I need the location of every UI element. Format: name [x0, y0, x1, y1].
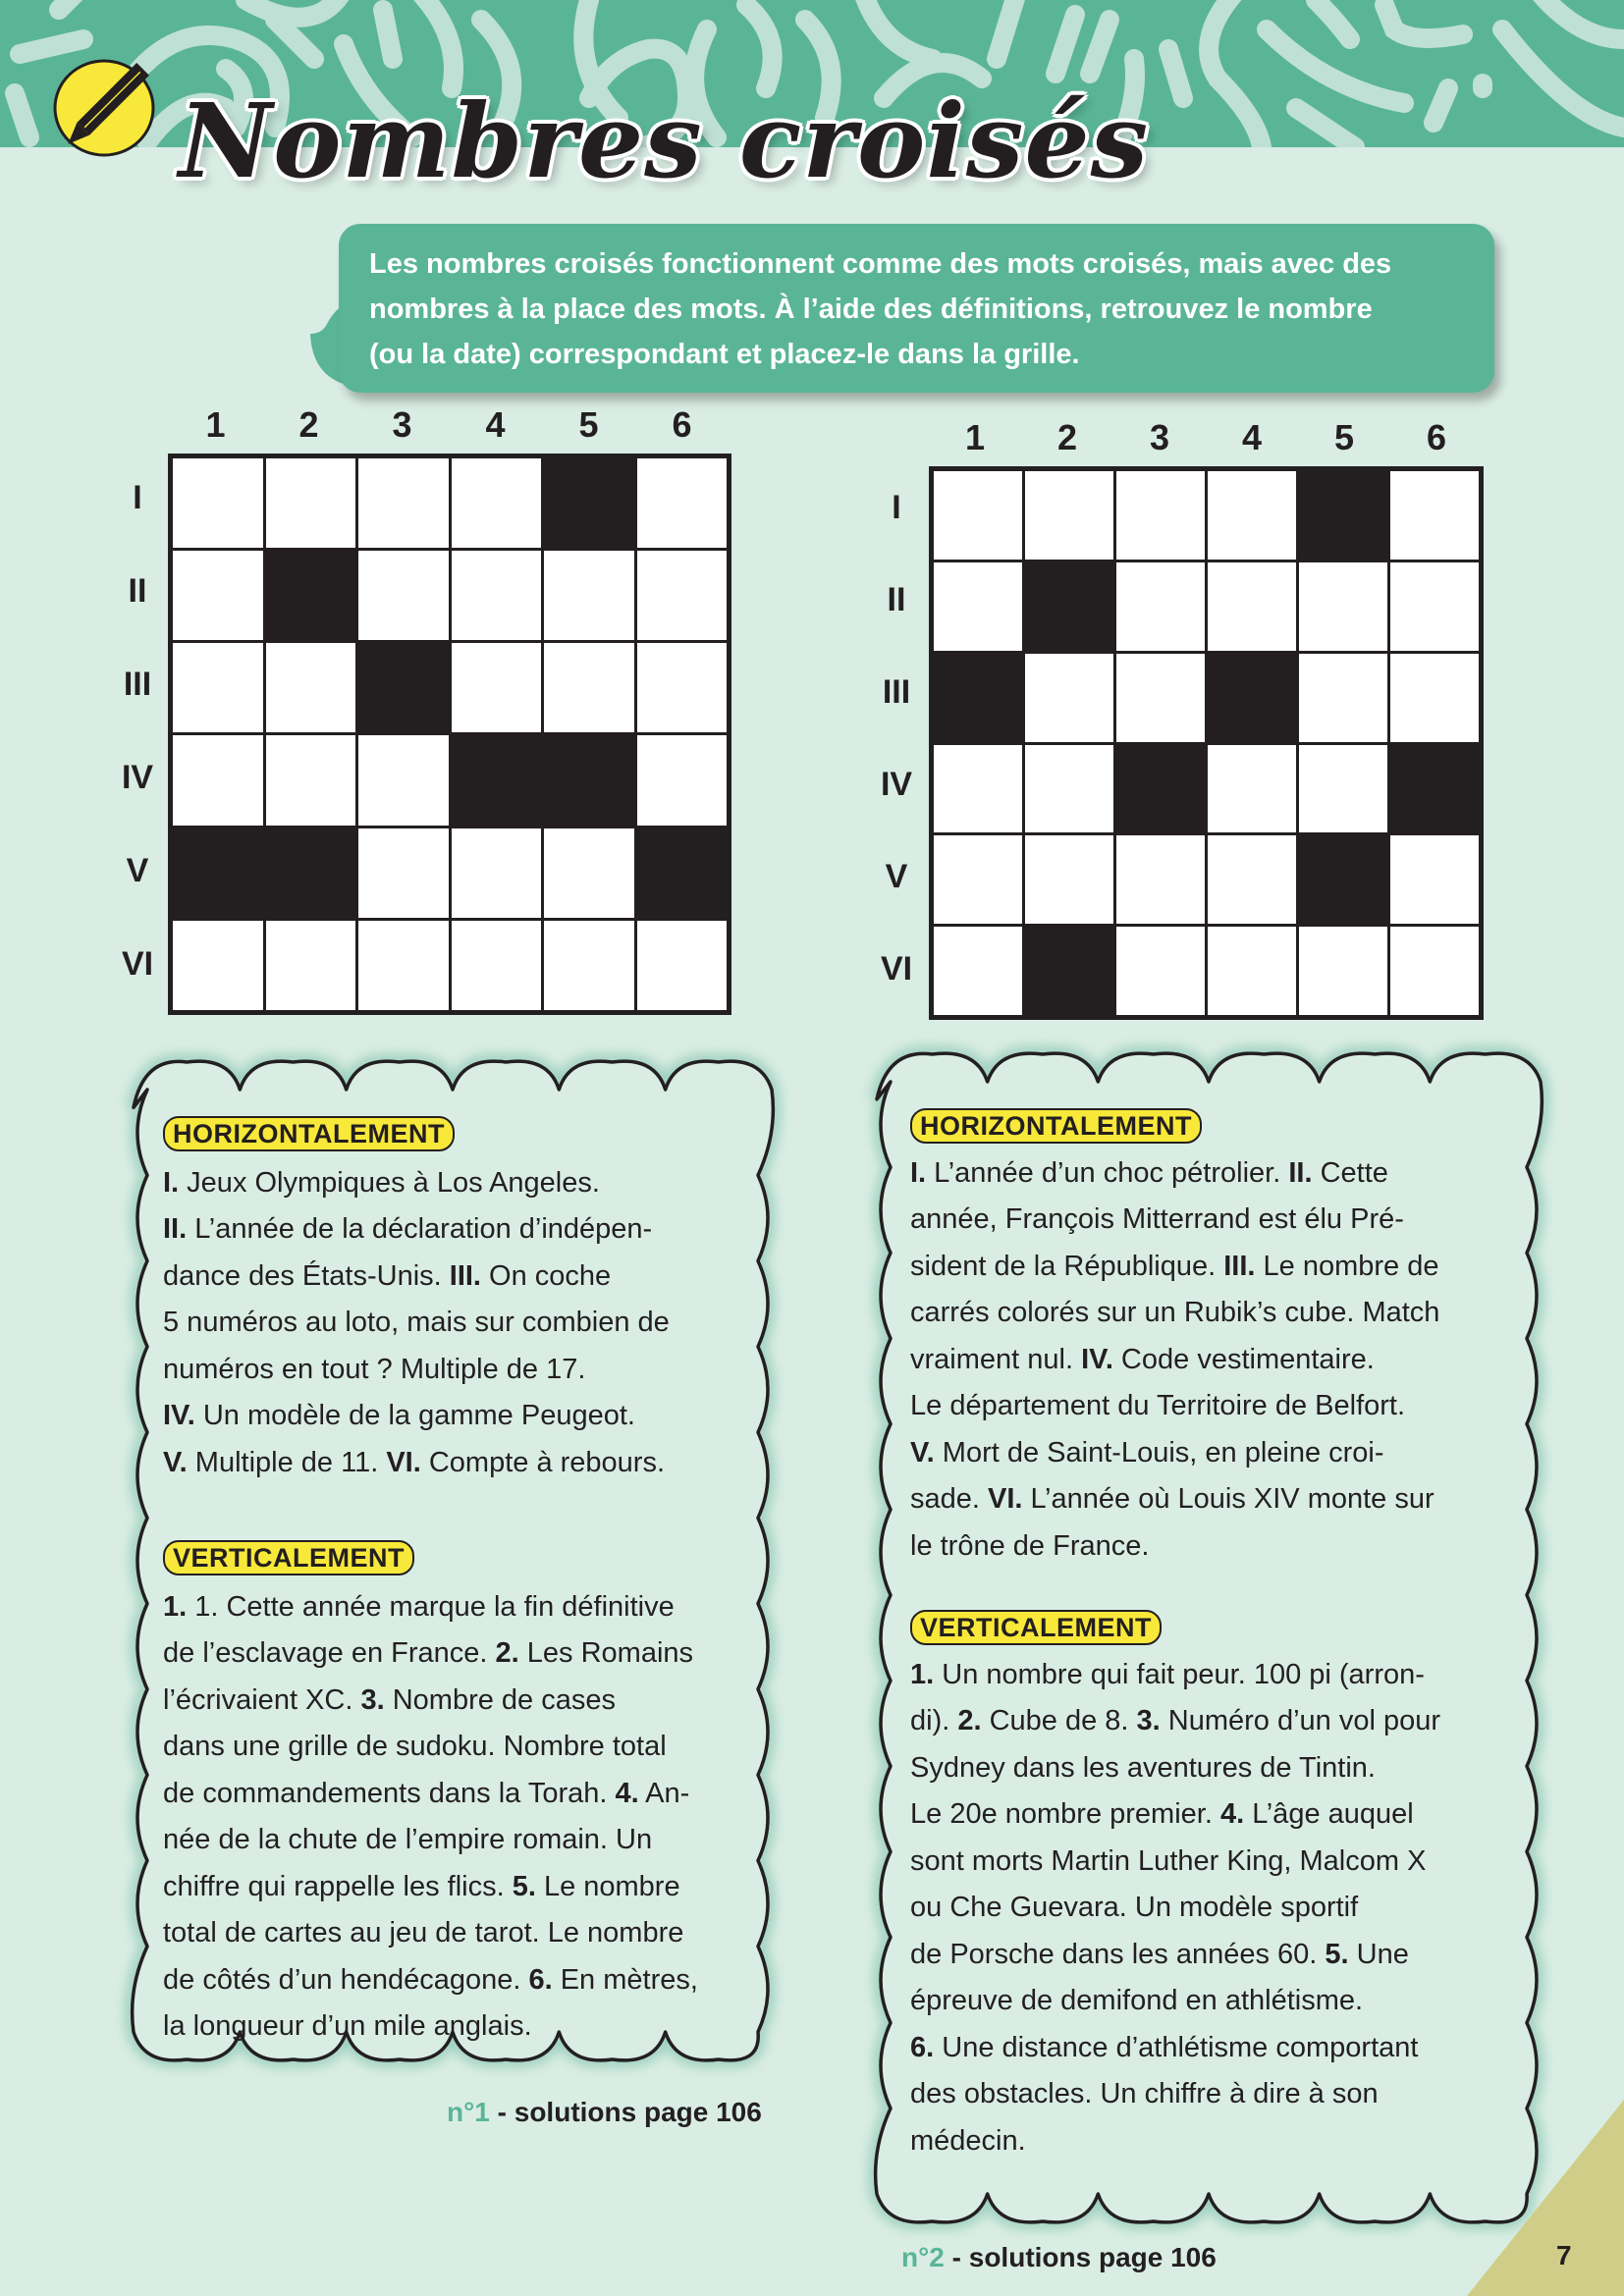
clue-text: 1. Cette année marque la fin définitive	[187, 1590, 675, 1623]
grid-cell[interactable]	[266, 735, 356, 825]
clue-number: 3.	[1136, 1705, 1161, 1736]
grid-cell[interactable]	[1390, 654, 1479, 742]
clue-line	[163, 1771, 772, 1818]
clue-number: 1.	[163, 1590, 188, 1623]
puzzle-2-solutions-link	[901, 2242, 1217, 2273]
black-cell	[544, 735, 634, 825]
grid-cell[interactable]	[173, 551, 263, 640]
clue-text: En mètres,	[552, 1963, 698, 1996]
grid-cell[interactable]	[452, 458, 542, 548]
grid-cell[interactable]	[544, 551, 634, 640]
grid-cell[interactable]	[173, 921, 263, 1010]
clue-text: ou Che Guevara. Un modèle sportif	[910, 1892, 1359, 1923]
puzzle-1-row-labels	[108, 452, 167, 1011]
clue-text: L’âge auquel	[1244, 1798, 1414, 1830]
clue-line	[910, 1383, 1529, 1430]
black-cell	[637, 828, 728, 918]
clue-text: total de cartes au jeu de tarot. Le nombre	[163, 1917, 684, 1949]
clue-text: Le 20e nombre premier.	[910, 1798, 1220, 1830]
clue-line	[910, 1978, 1529, 2025]
grid-cell[interactable]	[637, 458, 728, 548]
grid-cell[interactable]	[173, 735, 263, 825]
black-cell	[1025, 927, 1113, 1015]
clue-text: numéros en tout ? Multiple de 17.	[163, 1353, 586, 1385]
clue-line	[163, 1957, 772, 2004]
grid-cell[interactable]	[358, 921, 449, 1010]
clue-number: II.	[163, 1213, 188, 1245]
grid-cell[interactable]	[1116, 835, 1205, 924]
clue-text: dans une grille de sudoku. Nombre total	[163, 1731, 667, 1762]
grid-cell[interactable]	[1390, 471, 1479, 560]
black-cell	[266, 828, 356, 918]
clue-line	[910, 1523, 1529, 1571]
clue-number: V.	[163, 1446, 188, 1478]
clue-line	[163, 1910, 772, 1957]
clue-line	[163, 1678, 772, 1725]
clue-line	[163, 1347, 772, 1394]
grid-cell[interactable]	[637, 643, 728, 732]
clue-text: Code vestimentaire.	[1112, 1343, 1375, 1375]
clue-text: Le nombre de	[1255, 1250, 1439, 1282]
clue-text: Jeux Olympiques à Los Angeles.	[179, 1166, 600, 1199]
grid-cell[interactable]	[1208, 927, 1296, 1015]
grid-cell[interactable]	[1299, 562, 1387, 651]
puzzle-1-solutions-link	[447, 2097, 762, 2128]
clue-number: VI.	[386, 1446, 421, 1478]
vertical-clues	[163, 1584, 772, 2051]
black-cell	[173, 828, 263, 918]
clue-text: Numéro d’un vol pour	[1160, 1705, 1441, 1736]
grid-cell[interactable]	[544, 828, 634, 918]
clue-line	[163, 1254, 772, 1301]
puzzle-number: n°2	[901, 2242, 945, 2272]
black-cell	[266, 551, 356, 640]
clue-line	[910, 1932, 1529, 1979]
puzzle-2-row-labels	[869, 461, 924, 1015]
clue-number: IV.	[163, 1400, 195, 1431]
clue-text: An-	[638, 1777, 690, 1809]
black-cell	[1390, 745, 1479, 833]
clue-number: II.	[1288, 1156, 1313, 1189]
column-label: 3	[392, 404, 412, 445]
grid-cell[interactable]	[1390, 835, 1479, 924]
vertical-clues	[910, 1652, 1529, 2165]
grid-cell[interactable]	[544, 643, 634, 732]
column-label: 4	[485, 404, 506, 445]
clue-line	[163, 1300, 772, 1347]
grid-cell[interactable]	[452, 921, 542, 1010]
column-label: 3	[1149, 417, 1170, 457]
grid-cell[interactable]	[358, 551, 449, 640]
clue-line	[163, 1206, 772, 1254]
grid-cell[interactable]	[934, 927, 1022, 1015]
vertical-heading-badge: VERTICALEMENT	[910, 1610, 1162, 1645]
row-label: VI	[880, 949, 913, 988]
grid-cell[interactable]	[1299, 927, 1387, 1015]
clue-number: IV.	[1081, 1343, 1113, 1375]
black-cell	[1299, 471, 1387, 560]
grid-cell[interactable]	[452, 551, 542, 640]
puzzle-1-clue-box	[126, 1054, 780, 2067]
grid-cell[interactable]	[934, 471, 1022, 560]
solutions-text: - solutions page 106	[944, 2242, 1217, 2272]
column-label: 4	[1241, 417, 1263, 457]
clue-text: Nombre de cases	[384, 1683, 616, 1716]
clue-line	[163, 1440, 772, 1487]
row-label: I	[133, 479, 142, 516]
grid-cell[interactable]	[1025, 835, 1113, 924]
clue-line	[163, 2003, 772, 2051]
row-label: II	[128, 572, 147, 610]
grid-cell[interactable]	[1025, 654, 1113, 742]
grid-cell[interactable]	[358, 735, 449, 825]
clue-text: Un modèle de la gamme Peugeot.	[194, 1400, 635, 1431]
puzzle-2-clue-box	[869, 1046, 1548, 2229]
clue-line	[910, 1652, 1529, 1699]
clue-text: Les Romains	[518, 1637, 694, 1669]
clue-number: 6.	[910, 2031, 935, 2063]
grid-cell[interactable]	[1390, 562, 1479, 651]
clue-text: dance des États-Unis.	[163, 1259, 450, 1292]
clue-text: de côtés d’un hendécagone.	[163, 1963, 529, 1996]
clue-line	[910, 1337, 1529, 1384]
puzzle-2-crossword-grid	[929, 466, 1484, 1020]
clue-text: de l’esclavage en France.	[163, 1637, 496, 1669]
clue-text: vraiment nul.	[910, 1343, 1082, 1375]
solutions-text: - solutions page 106	[489, 2097, 762, 2127]
horizontal-clues	[163, 1160, 772, 1487]
clue-text: le trône de France.	[910, 1529, 1150, 1562]
grid-cell[interactable]	[173, 458, 263, 548]
column-label: 6	[1426, 417, 1447, 457]
clue-line	[910, 2118, 1529, 2165]
horizontal-clues	[910, 1150, 1529, 1571]
clue-line	[163, 1724, 772, 1771]
clue-number: 5.	[512, 1870, 536, 1902]
clue-text: L’année d’un choc pétrolier.	[926, 1156, 1289, 1189]
page-title: Nombres croisés	[179, 80, 1150, 201]
clue-number: I.	[910, 1156, 927, 1189]
clue-text: chiffre qui rappelle les flics.	[163, 1870, 513, 1902]
pencil-icon	[52, 57, 156, 159]
column-label: 2	[298, 404, 319, 445]
row-label: IV	[880, 765, 913, 803]
black-cell	[1116, 745, 1205, 833]
clue-text: des obstacles. Un chiffre à dire à son	[910, 2078, 1379, 2109]
clue-text: sont morts Martin Luther King, Malcom X	[910, 1844, 1427, 1877]
puzzle-1-column-labels	[169, 404, 729, 446]
grid-cell[interactable]	[934, 745, 1022, 833]
grid-cell[interactable]	[266, 921, 356, 1010]
row-label: V	[126, 852, 149, 889]
clue-number: 3.	[360, 1683, 385, 1716]
grid-cell[interactable]	[934, 562, 1022, 651]
grid-cell[interactable]	[637, 735, 728, 825]
clue-line	[163, 1584, 772, 1631]
intro-line: nombres à la place des mots. À l’aide des définitions, retrouvez le nombre	[369, 294, 1373, 325]
clue-line	[910, 1698, 1529, 1745]
clue-line	[910, 1745, 1529, 1792]
black-cell	[358, 643, 449, 732]
clue-text: médecin.	[910, 2124, 1026, 2157]
clue-text: sade.	[910, 1483, 988, 1515]
row-label: II	[887, 580, 906, 618]
row-label: III	[882, 672, 911, 711]
grid-cell[interactable]	[934, 835, 1022, 924]
clue-text: Un nombre qui fait peur. 100 pi (arron-	[934, 1658, 1425, 1690]
clue-text: 5 numéros au loto, mais sur combien de	[163, 1307, 670, 1338]
grid-cell[interactable]	[266, 458, 356, 548]
grid-cell[interactable]	[1208, 562, 1296, 651]
clue-text: année, François Mitterrand est élu Pré-	[910, 1203, 1404, 1235]
clue-number: 4.	[1219, 1798, 1245, 1830]
clue-text: Mort de Saint-Louis, en pleine croi-	[934, 1436, 1384, 1468]
horizontal-heading-badge: HORIZONTALEMENT	[163, 1116, 455, 1151]
grid-cell[interactable]	[452, 643, 542, 732]
clue-number: 6.	[528, 1963, 553, 1996]
clue-number: 5.	[1325, 1938, 1349, 1970]
page-corner-decoration	[1467, 2100, 1624, 2296]
clue-line	[910, 1244, 1529, 1291]
clue-number: III.	[449, 1259, 481, 1292]
clue-line	[910, 1885, 1529, 1932]
intro-line: Les nombres croisés fonctionnent comme des mots croisés, mais avec des	[369, 248, 1392, 280]
clue-text: carrés colorés sur un Rubik’s cube. Match	[910, 1297, 1440, 1328]
black-cell	[1025, 562, 1113, 651]
column-label: 5	[578, 404, 599, 445]
grid-cell[interactable]	[173, 643, 263, 732]
clue-text: Sydney dans les aventures de Tintin.	[910, 1751, 1376, 1784]
black-cell	[1208, 654, 1296, 742]
grid-cell[interactable]	[266, 643, 356, 732]
clue-text: née de la chute de l’empire romain. Un	[163, 1824, 653, 1855]
clue-text: Le département du Territoire de Belfort.	[910, 1390, 1406, 1421]
grid-cell[interactable]	[358, 458, 449, 548]
clue-line	[910, 1476, 1529, 1523]
clue-line	[910, 2025, 1529, 2072]
column-label: 5	[1333, 417, 1355, 457]
black-cell	[1299, 835, 1387, 924]
clue-line	[910, 1839, 1529, 1886]
clue-number: 2.	[495, 1637, 519, 1669]
column-label: 6	[672, 404, 692, 445]
grid-cell[interactable]	[544, 921, 634, 1010]
clue-text: Une distance d’athlétisme comportant	[934, 2031, 1419, 2063]
row-label: VI	[121, 945, 154, 983]
grid-cell[interactable]	[452, 828, 542, 918]
clue-line	[163, 1864, 772, 1911]
clue-text: L’année où Louis XIV monte sur	[1022, 1483, 1435, 1515]
clue-number: I.	[163, 1166, 180, 1199]
column-label: 1	[964, 417, 986, 457]
grid-cell[interactable]	[358, 828, 449, 918]
clue-text: On coche	[481, 1259, 612, 1292]
row-label: I	[892, 488, 901, 526]
clue-line	[910, 2071, 1529, 2118]
clue-text: l’écrivaient XC.	[163, 1683, 361, 1716]
clue-text: la longueur d’un mile anglais.	[163, 2010, 532, 2042]
clue-line	[163, 1817, 772, 1864]
grid-cell[interactable]	[1116, 562, 1205, 651]
black-cell	[934, 654, 1022, 742]
column-label: 1	[205, 404, 226, 445]
clue-number: III.	[1223, 1250, 1256, 1282]
grid-cell[interactable]	[1299, 745, 1387, 833]
row-label: III	[123, 666, 152, 703]
clue-line	[910, 1197, 1529, 1244]
clue-line	[910, 1430, 1529, 1477]
clue-text: épreuve de demifond en athlétisme.	[910, 1985, 1364, 2016]
grid-cell[interactable]	[637, 921, 728, 1010]
grid-cell[interactable]	[1208, 745, 1296, 833]
clue-number: 1.	[910, 1658, 935, 1690]
vertical-heading-badge: VERTICALEMENT	[163, 1540, 414, 1575]
grid-cell[interactable]	[1025, 471, 1113, 560]
clue-number: V.	[910, 1436, 935, 1468]
black-cell	[452, 735, 542, 825]
clue-text: sident de la République.	[910, 1250, 1224, 1282]
clue-text: de Porsche dans les années 60.	[910, 1938, 1326, 1970]
row-label: IV	[121, 759, 154, 796]
clue-number: 4.	[615, 1777, 639, 1809]
clue-number: 2.	[957, 1705, 982, 1736]
clue-line	[910, 1791, 1529, 1839]
grid-cell[interactable]	[1116, 927, 1205, 1015]
clue-line	[163, 1160, 772, 1207]
clue-line	[163, 1630, 772, 1678]
row-label: V	[885, 857, 908, 895]
horizontal-heading-badge: HORIZONTALEMENT	[910, 1108, 1202, 1144]
clue-text: Une	[1348, 1938, 1409, 1970]
puzzle-number: n°1	[447, 2097, 490, 2127]
clue-text: de commandements dans la Torah.	[163, 1777, 616, 1809]
clue-text: Multiple de 11.	[187, 1446, 387, 1478]
clue-text: L’année de la déclaration d’indépen-	[187, 1213, 653, 1245]
grid-cell[interactable]	[1116, 471, 1205, 560]
page-number: 7	[1556, 2240, 1572, 2270]
grid-cell[interactable]	[1025, 745, 1113, 833]
clue-number: VI.	[988, 1483, 1023, 1515]
intro-text	[369, 241, 1479, 377]
clue-line	[910, 1290, 1529, 1337]
clue-text: Cette	[1312, 1156, 1388, 1189]
grid-cell[interactable]	[1299, 654, 1387, 742]
grid-cell[interactable]	[1208, 471, 1296, 560]
clue-text: Cube de 8.	[981, 1705, 1137, 1736]
clue-text: Le nombre	[535, 1870, 680, 1902]
clue-line	[910, 1150, 1529, 1198]
grid-cell[interactable]	[1116, 654, 1205, 742]
puzzle-2-column-labels	[929, 417, 1483, 458]
puzzle-1-crossword-grid	[168, 454, 731, 1015]
black-cell	[544, 458, 634, 548]
column-label: 2	[1056, 417, 1078, 457]
grid-cell[interactable]	[1208, 835, 1296, 924]
grid-cell[interactable]	[637, 551, 728, 640]
intro-line: (ou la date) correspondant et placez-le dans la grille.	[369, 339, 1080, 370]
clue-text: di).	[910, 1705, 958, 1736]
clue-line	[163, 1393, 772, 1440]
grid-cell[interactable]	[1390, 927, 1479, 1015]
clue-text: Compte à rebours.	[420, 1446, 666, 1478]
